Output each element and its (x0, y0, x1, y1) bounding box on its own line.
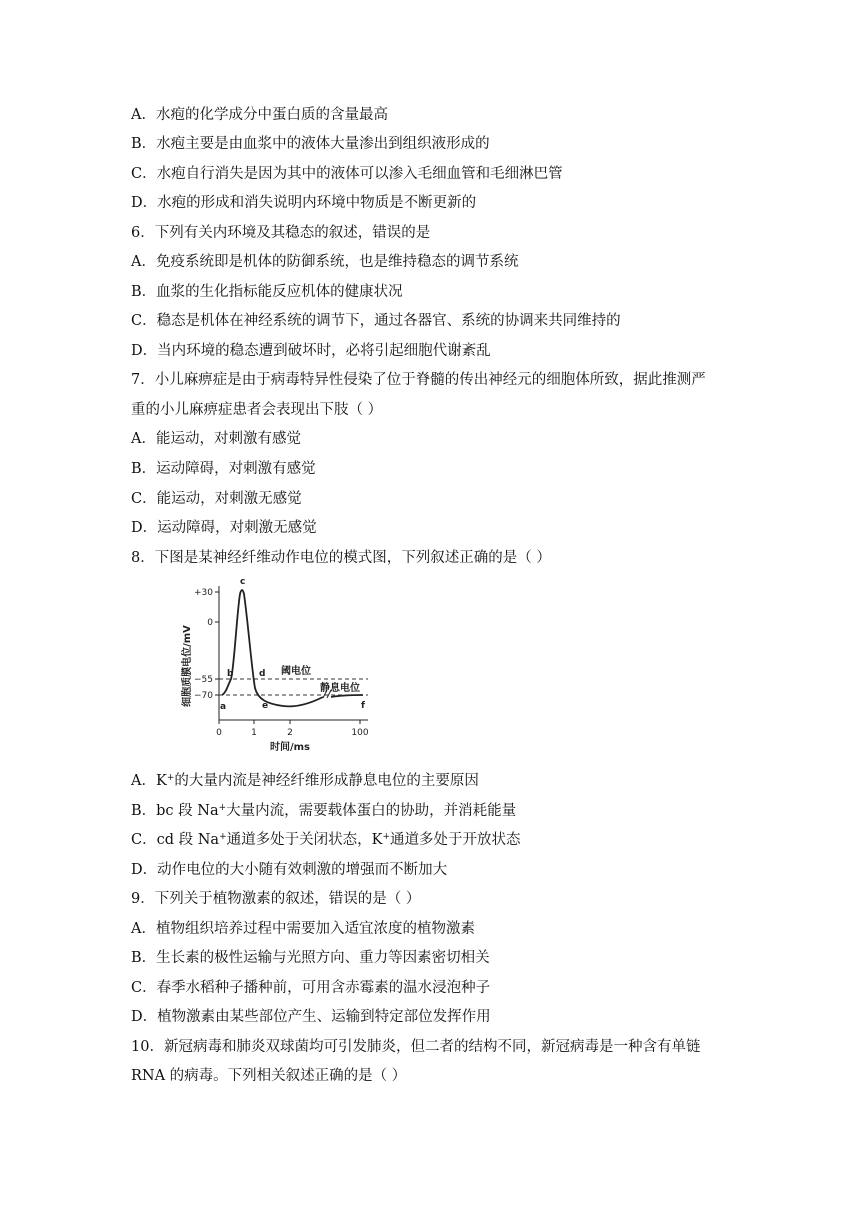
q8-option-c: C．cd 段 Na+通道多处于关闭状态，K+通道多处于开放状态 (131, 832, 521, 848)
q9-option-d: D．植物激素由某些部位产生、运输到特定部位发挥作用 (131, 1009, 491, 1025)
y-tick-label: 0 (207, 618, 213, 628)
q9-option-b: B．生长素的极性运输与光照方向、重力等因素密切相关 (131, 950, 490, 966)
q10-stem-line1: 10．新冠病毒和肺炎双球菌均可引发肺炎，但二者的结构不同，新冠病毒是一种含有单链 (131, 1039, 701, 1055)
q5-option-b: B．水疱主要是由血浆中的液体大量渗出到组织液形成的 (131, 136, 490, 152)
potential-curve (222, 590, 323, 706)
x-tick-label: 1 (251, 728, 257, 738)
q7-option-a: A．能运动，对刺激有感觉 (131, 431, 301, 447)
q7-option-b: B．运动障碍，对刺激有感觉 (131, 461, 316, 477)
q9-stem: 9．下列关于植物激素的叙述，错误的是（ ） (131, 891, 421, 907)
x-tick-label: 0 (216, 728, 222, 738)
q8-stem: 8．下图是某神经纤维动作电位的模式图，下列叙述正确的是（ ） (131, 550, 551, 566)
point-label-b: b (227, 669, 234, 679)
q5-option-d: D．水疱的形成和消失说明内环境中物质是不断更新的 (131, 195, 477, 211)
resting-label: 静息电位 (320, 683, 360, 694)
q9-option-a: A．植物组织培养过程中需要加入适宜浓度的植物激素 (131, 921, 475, 937)
q8-option-a: A．K+的大量内流是神经纤维形成静息电位的主要原因 (131, 773, 479, 789)
q6-option-d: D．当内环境的稳态遭到破坏时，必将引起细胞代谢紊乱 (131, 343, 491, 359)
point-label-a: a (220, 702, 227, 712)
q5-option-a: A．水疱的化学成分中蛋白质的含量最高 (131, 107, 388, 123)
point-label-f: f (361, 701, 365, 711)
point-label-d: d (259, 669, 266, 679)
potential-curve-recovery (331, 695, 363, 697)
x-axis-label: 时间/ms (269, 742, 311, 753)
q7-stem-line2: 重的小儿麻痹症患者会表现出下肢（ ） (131, 402, 383, 418)
q9-option-c: C．春季水稻种子播种前，可用含赤霉素的温水浸泡种子 (131, 980, 491, 996)
q6-option-b: B．血浆的生化指标能反应机体的健康状况 (131, 284, 403, 300)
y-axis-label: 细胞质膜电位/mV (182, 625, 193, 707)
q10-stem-line2: RNA 的病毒。下列相关叙述正确的是（ ） (131, 1068, 407, 1084)
point-label-e: e (262, 701, 269, 711)
q8-option-d: D．动作电位的大小随有效刺激的增强而不断加大 (131, 862, 448, 878)
action-potential-graph (168, 572, 430, 760)
action-potential-figure (168, 572, 430, 760)
q7-option-d: D．运动障碍，对刺激无感觉 (131, 520, 317, 536)
q6-option-c: C．稳态是机体在神经系统的调节下，通过各器官、系统的协调来共同维持的 (131, 313, 621, 329)
q5-option-c: C．水疱自行消失是因为其中的液体可以渗入毛细血管和毛细淋巴管 (131, 166, 563, 182)
x-tick-label: 2 (287, 728, 293, 738)
q7-stem-line1: 7．小儿麻痹症是由于病毒特异性侵染了位于脊髓的传出神经元的细胞体所致，据此推测严 (131, 372, 706, 388)
threshold-label: 阈电位 (281, 666, 311, 677)
y-tick-label: −70 (194, 691, 213, 701)
q8-option-b: B．bc 段 Na+大量内流，需要载体蛋白的协助，并消耗能量 (131, 803, 517, 819)
q7-option-c: C．能运动，对刺激无感觉 (131, 491, 302, 507)
q6-option-a: A．免疫系统即是机体的防御系统，也是维持稳态的调节系统 (131, 254, 519, 270)
x-tick-label: 100 (351, 728, 369, 738)
point-label-c: c (240, 577, 246, 587)
q6-stem: 6．下列有关内环境及其稳态的叙述，错误的是 (131, 225, 431, 241)
y-tick-label: −55 (194, 675, 213, 685)
y-tick-label: +30 (194, 588, 213, 598)
